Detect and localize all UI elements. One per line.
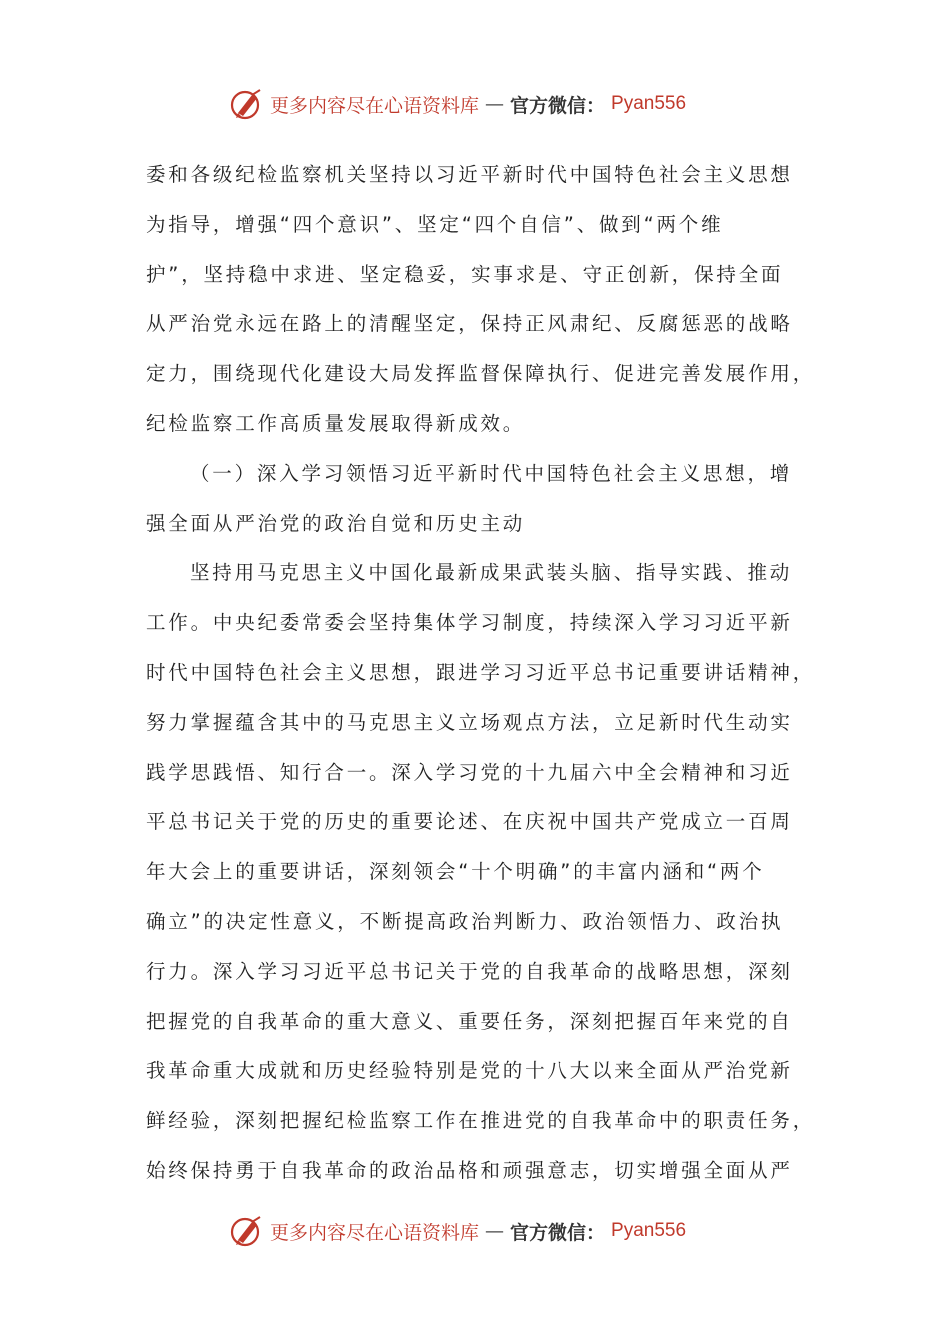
text-line: 确立”的决定性意义，不断提高政治判断力、政治领悟力、政治执 [146, 909, 784, 933]
banner-main-text: 更多内容尽在心语资料库 [270, 94, 480, 117]
document-body [146, 150, 816, 1196]
text-line: 为指导，增强“四个意识”、坚定“四个自信”、做到“两个维 [146, 212, 724, 236]
pen-nib-circle-icon [230, 1214, 264, 1248]
text-line: 年大会上的重要讲话，深刻领会“十个明确”的丰富内涵和“两个 [146, 860, 765, 884]
banner-official-label: 官方微信： [510, 1221, 606, 1244]
section-heading-line: （一）深入学习领悟习近平新时代中国特色社会主义思想，增 [190, 461, 793, 485]
text-line: 从严治党永远在路上的清醒坚定，保持正风肃纪、反腐惩恶的战略 [146, 312, 793, 336]
pen-nib-circle-icon [230, 87, 264, 121]
banner-official-label: 官方微信： [510, 94, 606, 117]
text-line: 我革命重大成就和历史经验特别是党的十八大以来全面从严治党新 [146, 1059, 793, 1083]
text-line: 纪检监察工作高质量发展取得新成效。 [146, 411, 526, 435]
text-line: 始终保持勇于自我革命的政治品格和顽强意志，切实增强全面从严 [146, 1158, 793, 1182]
footer-banner [230, 1211, 686, 1251]
text-line: 践学思践悟、知行合一。深入学习党的十九届六中全会精神和习近 [146, 760, 793, 784]
text-line: 努力掌握蕴含其中的马克思主义立场观点方法，立足新时代生动实 [146, 710, 793, 734]
text-line: 委和各级纪检监察机关坚持以习近平新时代中国特色社会主义思想 [146, 163, 793, 186]
text-line: 把握党的自我革命的重大意义、重要任务，深刻把握百年来党的自 [146, 1009, 793, 1033]
text-line: 定力，围绕现代化建设大局发挥监督保障执行、促进完善发展作用， [146, 362, 816, 386]
text-line: 工作。中央纪委常委会坚持集体学习制度，持续深入学习习近平新 [146, 611, 793, 635]
header-banner [230, 84, 686, 124]
text-line: 平总书记关于党的历史的重要论述、在庆祝中国共产党成立一百周 [146, 810, 793, 834]
section-heading-line: 强全面从严治党的政治自觉和历史主动 [146, 511, 526, 535]
text-line: 鲜经验，深刻把握纪检监察工作在推进党的自我革命中的职责任务， [146, 1109, 816, 1133]
text-line: 护”，坚持稳中求进、坚定稳妥，实事求是、守正创新，保持全面 [146, 262, 784, 286]
banner-main-text: 更多内容尽在心语资料库 [270, 1221, 480, 1244]
banner-dash: — [485, 1220, 505, 1242]
banner-dash: — [485, 93, 505, 115]
text-line: 坚持用马克思主义中国化最新成果武装头脑、指导实践、推动 [190, 561, 793, 585]
text-line: 行力。深入学习习近平总书记关于党的自我革命的战略思想，深刻 [146, 959, 793, 983]
banner-wechat-id: Pyan556 [611, 93, 687, 114]
banner-wechat-id: Pyan556 [611, 1220, 687, 1241]
text-line: 时代中国特色社会主义思想，跟进学习习近平总书记重要讲话精神， [146, 660, 816, 684]
